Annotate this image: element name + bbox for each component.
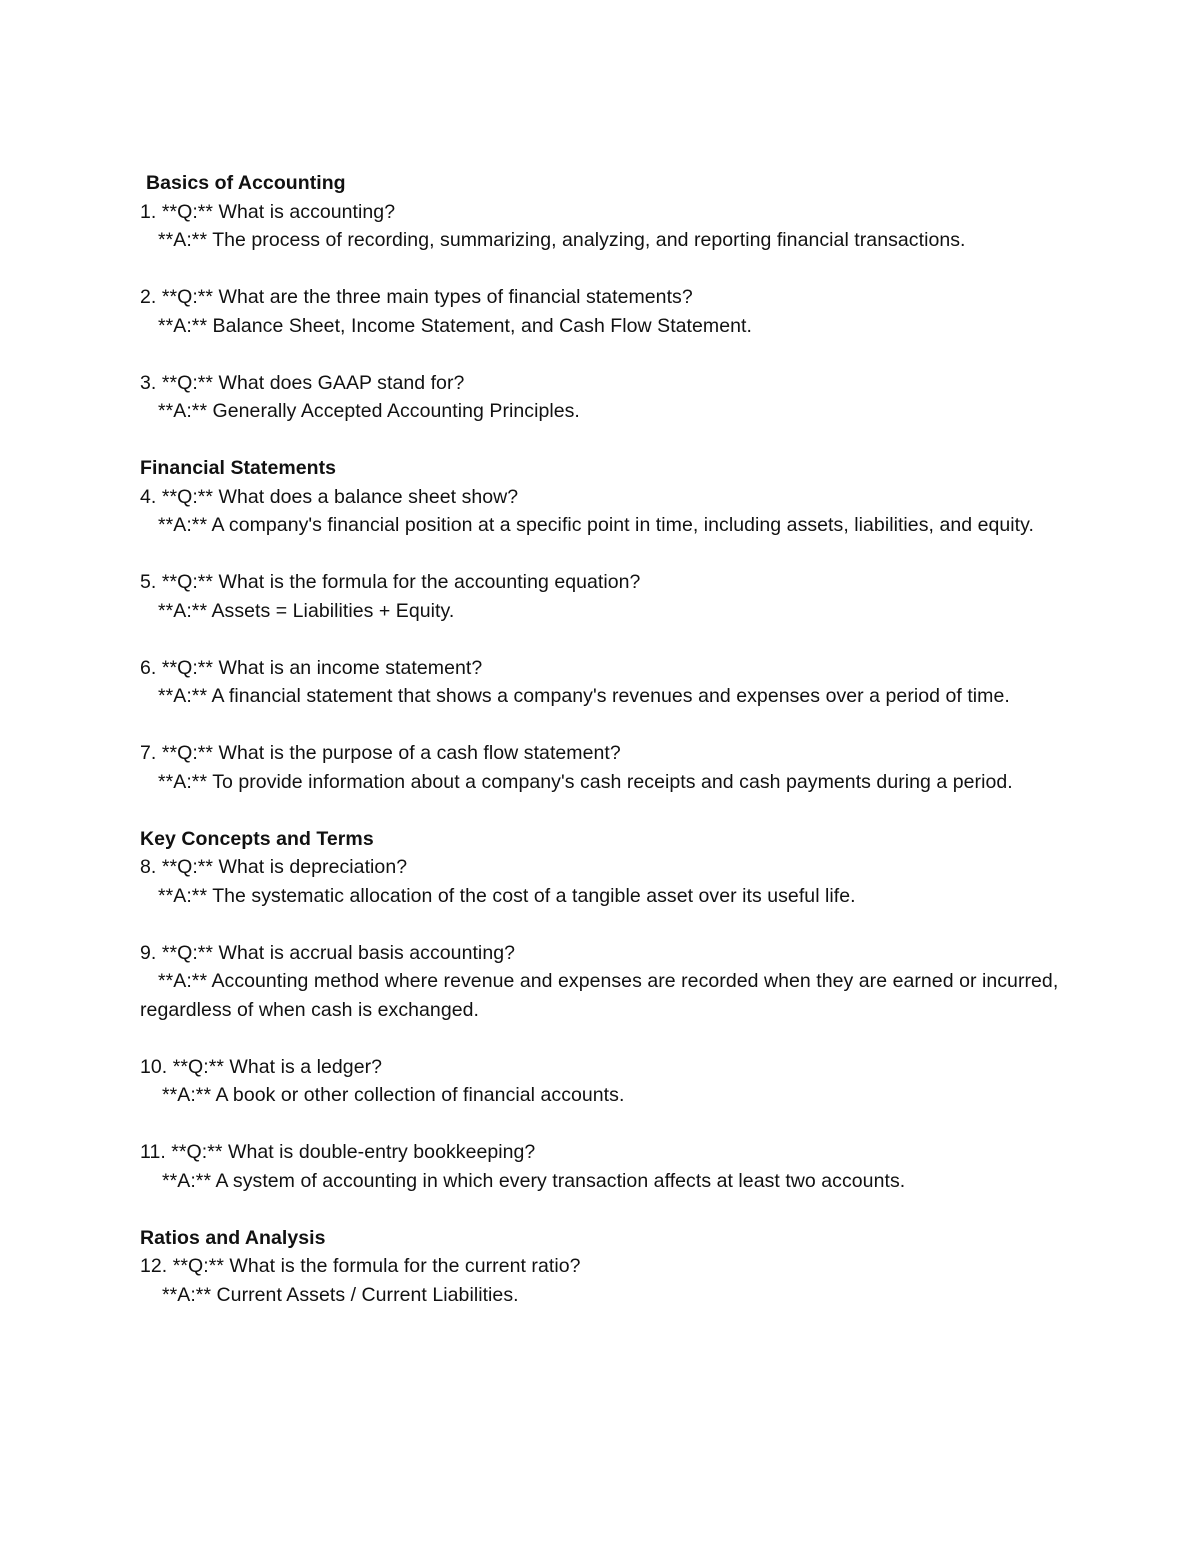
section-basics-of-accounting bbox=[140, 169, 1070, 426]
section-financial-statements bbox=[140, 454, 1070, 796]
qa-item bbox=[140, 283, 1070, 340]
answer-text: **A:** Balance Sheet, Income Statement, and Cash Flow Statement. bbox=[158, 314, 752, 337]
question-text: 7. **Q:** What is the purpose of a cash flow statement? bbox=[140, 742, 621, 764]
question-text: 12. **Q:** What is the formula for the current ratio? bbox=[140, 1255, 581, 1277]
answer-text: **A:** To provide information about a company's cash receipts and cash payments during a period. bbox=[158, 770, 1013, 793]
answer-text: **A:** A book or other collection of financial accounts. bbox=[162, 1084, 625, 1106]
question-text: 4. **Q:** What does a balance sheet show? bbox=[140, 485, 519, 508]
question-text: 10. **Q:** What is a ledger? bbox=[140, 1055, 383, 1078]
section-heading: Key Concepts and Terms bbox=[140, 827, 374, 850]
qa-item bbox=[140, 853, 1070, 910]
answer-text: **A:** Generally Accepted Accounting Principles. bbox=[158, 400, 580, 422]
section-key-concepts-and-terms bbox=[140, 825, 1070, 1196]
question-text: 11. **Q:** What is double-entry bookkeeping? bbox=[140, 1141, 536, 1163]
qa-item bbox=[140, 1138, 1070, 1195]
qa-item bbox=[140, 369, 1070, 426]
question-text: 5. **Q:** What is the formula for the accounting equation? bbox=[140, 571, 641, 593]
question-text: 1. **Q:** What is accounting? bbox=[140, 200, 396, 223]
section-heading: Basics of Accounting bbox=[146, 172, 346, 194]
answer-text: **A:** A system of accounting in which every transaction affects at least two accounts. bbox=[162, 1169, 906, 1192]
answer-text: **A:** A financial statement that shows a company's revenues and expenses over a period of time. bbox=[158, 685, 1010, 707]
qa-item bbox=[140, 568, 1070, 625]
section-heading: Financial Statements bbox=[140, 457, 337, 479]
qa-item bbox=[140, 198, 1070, 255]
answer-text: **A:** A company's financial position at a specific point in time, including assets, liabilities, and equity. bbox=[158, 514, 1034, 536]
question-text: 9. **Q:** What is accrual basis accounting? bbox=[140, 941, 516, 964]
section-heading: Ratios and Analysis bbox=[140, 1226, 326, 1249]
question-text: 6. **Q:** What is an income statement? bbox=[140, 656, 483, 679]
question-text: 2. **Q:** What are the three main types of financial statements? bbox=[140, 286, 693, 308]
qa-item bbox=[140, 483, 1070, 540]
answer-text: **A:** Current Assets / Current Liabilities. bbox=[162, 1283, 519, 1306]
qa-item bbox=[140, 739, 1070, 796]
qa-item bbox=[140, 654, 1070, 711]
answer-text: **A:** The process of recording, summarizing, analyzing, and reporting financial transactions. bbox=[158, 229, 966, 251]
qa-item bbox=[140, 1252, 1070, 1309]
answer-text: **A:** The systematic allocation of the cost of a tangible asset over its useful life. bbox=[158, 884, 856, 907]
question-text: 8. **Q:** What is depreciation? bbox=[140, 856, 408, 878]
section-ratios-and-analysis bbox=[140, 1224, 1070, 1310]
qa-item bbox=[140, 939, 1070, 1025]
question-text: 3. **Q:** What does GAAP stand for? bbox=[140, 371, 465, 394]
answer-text: **A:** Accounting method where revenue and expenses are recorded when they are earned or incurred, regardless of when cash is exchanged. bbox=[140, 970, 1064, 1021]
answer-text: **A:** Assets = Liabilities + Equity. bbox=[158, 599, 455, 622]
document-page bbox=[140, 169, 1070, 1338]
qa-item bbox=[140, 1053, 1070, 1110]
